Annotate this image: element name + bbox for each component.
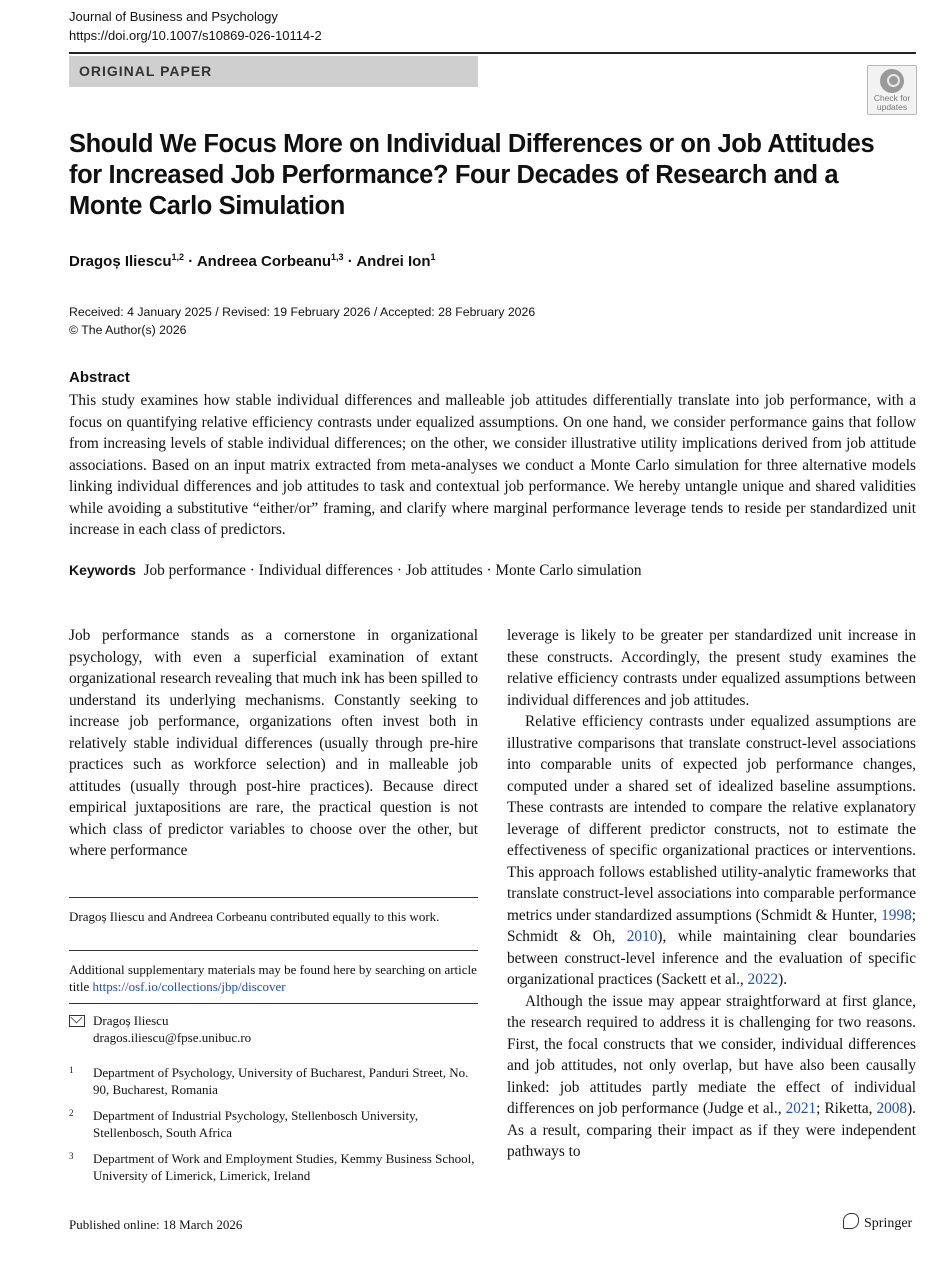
publisher-name: Springer [864, 1216, 913, 1231]
footnote-rule [69, 1003, 478, 1004]
citation-link[interactable]: 2022 [747, 971, 779, 988]
body-column-left [69, 625, 478, 862]
author-affiliation-marker: 1,3 [331, 252, 344, 262]
published-online: Published online: 18 March 2026 [69, 1217, 243, 1232]
header-rule [69, 52, 916, 54]
affiliation-number: 3 [69, 1151, 74, 1161]
footnote-rule [69, 950, 478, 951]
abstract-text: This study examines how stable individual differences and malleable job attitudes differentially translate into job performance, with a focus on quantifying relative efficiency contrasts under equalized assumptions. On one hand, we consider performance gains that follow from increasing levels of stable individual differences; on the other, we consider illustrative utility implications derived from job attitude associations. Based on an input matrix extracted from meta-analyses we conduct a Monte Carlo simulation for three alternative models linking individual differences and job attitudes to task and contextual job performance. We hereby untangle unique and shared validities while avoiding a substitutive “either/or” framing, and clarify where marginal performance leverage tends to reside per standardized unit increase in each class of predictors. [69, 392, 916, 538]
body-paragraph: Job performance stands as a cornerstone in organizational psychology, with even a superficial examination of extant organizational research revealing that much ink has been spilled to understand its underlying mechanisms. Constantly seeking to increase job performance, organizations often invest both in relatively stable individual differences (usually through pre-hire practices such as workforce selection) and in malleable job attitudes (usually through post-hire practices). Because direct empirical juxtapositions are rare, the practical question is not which class of predictor variables to choose over the other, but where performance [69, 627, 478, 859]
corresponding-author-name: Dragoș Iliescu [93, 1013, 169, 1028]
keywords [69, 562, 642, 580]
paper-title: Should We Focus More on Individual Differences or on Job Attitudes for Increased Job Performance? Four Decades of Research and a Monte Carlo Simulation [69, 130, 875, 220]
corresponding-author [93, 1012, 478, 1046]
check-updates-label: Check for updates [873, 93, 911, 112]
journal-name: Journal of Business and Psychology [69, 9, 278, 24]
springer-horse-icon [843, 1213, 859, 1229]
author-affiliation-marker: 1 [430, 252, 436, 262]
author-affiliation-marker: 1,2 [171, 252, 185, 262]
corresponding-author-email[interactable]: dragos.iliescu@fpse.unibuc.ro [93, 1030, 252, 1045]
author-separator: · [343, 253, 357, 270]
copyright-line: © The Author(s) 2026 [69, 323, 187, 337]
supplementary-note [69, 961, 478, 995]
keywords-list: Job performance · Individual differences · Job attitudes · Monte Carlo simulation [143, 562, 642, 579]
citation-link[interactable]: 2021 [785, 1100, 817, 1117]
received-revised-accepted: Received: 4 January 2025 / Revised: 19 February 2026 / Accepted: 28 February 2026 [69, 305, 536, 319]
body-text: ; Riketta, [816, 1100, 877, 1117]
supplementary-text: Additional supplementary materials may be found here by searching on article title [69, 962, 477, 994]
affiliation-text: Department of Industrial Psychology, Stellenbosch University, Stellenbosch, South Africa [93, 1108, 419, 1140]
equal-contribution-note: Dragoș Iliescu and Andreea Corbeanu contributed equally to this work. [69, 909, 440, 924]
mail-icon [69, 1015, 85, 1027]
body-text: Although the issue may appear straightforward at first glance, the research required to address it is challenging for two reasons. First, the focal constructs that we consider, individual differences and job attitudes, not only overlap, but have also been causally linked: job attitudes partly mediate the effect of individual differences on job performance (Judge et al., [507, 992, 916, 1117]
publication-history [69, 303, 535, 339]
author-name[interactable]: Andreea Corbeanu [196, 253, 332, 270]
body-text: ). [778, 971, 788, 988]
journal-header [69, 7, 322, 45]
author-name[interactable]: Dragoș Iliescu [69, 253, 172, 270]
article-type-label: ORIGINAL PAPER [79, 63, 213, 79]
affiliation-number: 2 [69, 1108, 74, 1118]
supplementary-link[interactable]: https://osf.io/collections/jbp/discover [92, 979, 286, 994]
affiliation-text: Department of Work and Employment Studies, Kemmy Business School, University of Limerick, Limerick, Ireland [93, 1151, 475, 1183]
keywords-label: Keywords [69, 562, 136, 578]
body-text: ), while maintaining clear boundaries between construct-level inference and the evaluation of specific organizational practices (Sackett et al., [507, 928, 916, 988]
body-text: ). As a result, comparing their impact as if they were independent pathways to [507, 1100, 916, 1160]
citation-link[interactable]: 2010 [626, 928, 658, 945]
publisher-logo [843, 1213, 912, 1232]
body-paragraph [507, 991, 916, 1163]
body-column-right [507, 625, 916, 1163]
body-text: ; Schmidt & Oh, [507, 906, 916, 945]
affiliation-text: Department of Psychology, University of Bucharest, Panduri Street, No. 90, Bucharest, Romania [93, 1065, 469, 1097]
citation-link[interactable]: 2008 [876, 1100, 908, 1117]
abstract-heading: Abstract [69, 369, 130, 386]
citation-link[interactable]: 1998 [881, 906, 912, 924]
author-list [69, 252, 436, 270]
author-name[interactable]: Andrei Ion [356, 253, 431, 270]
body-paragraph: leverage is likely to be greater per standardized unit increase in these constructs. Accordingly, the present study examines the relative efficiency contrasts under equalized assumptions between individual differences and job attitudes. [507, 627, 916, 709]
article-type-ribbon [69, 56, 478, 87]
check-for-updates-badge[interactable] [867, 65, 917, 115]
author-separator: · [184, 253, 197, 270]
footnote-rule [69, 897, 478, 898]
doi-link[interactable]: https://doi.org/10.1007/s10869-026-10114-2 [69, 28, 322, 43]
body-paragraph [507, 711, 916, 991]
affiliation-number: 1 [69, 1065, 74, 1075]
check-updates-icon [880, 69, 904, 93]
body-text: Relative efficiency contrasts under equalized assumptions are illustrative comparisons that translate construct-level associations into comparable units of expected job performance changes, computed under a shared set of idealized baseline assumptions. These contrasts are intended to compare the relative explanatory leverage of different predictor constructs, not to estimate the effectiveness of specific organizational practices or interventions. This approach follows established utility-analytic frameworks that translate construct-level associations into comparable performance metrics under standardized assumptions (Schmidt & Hunter, [507, 713, 916, 924]
